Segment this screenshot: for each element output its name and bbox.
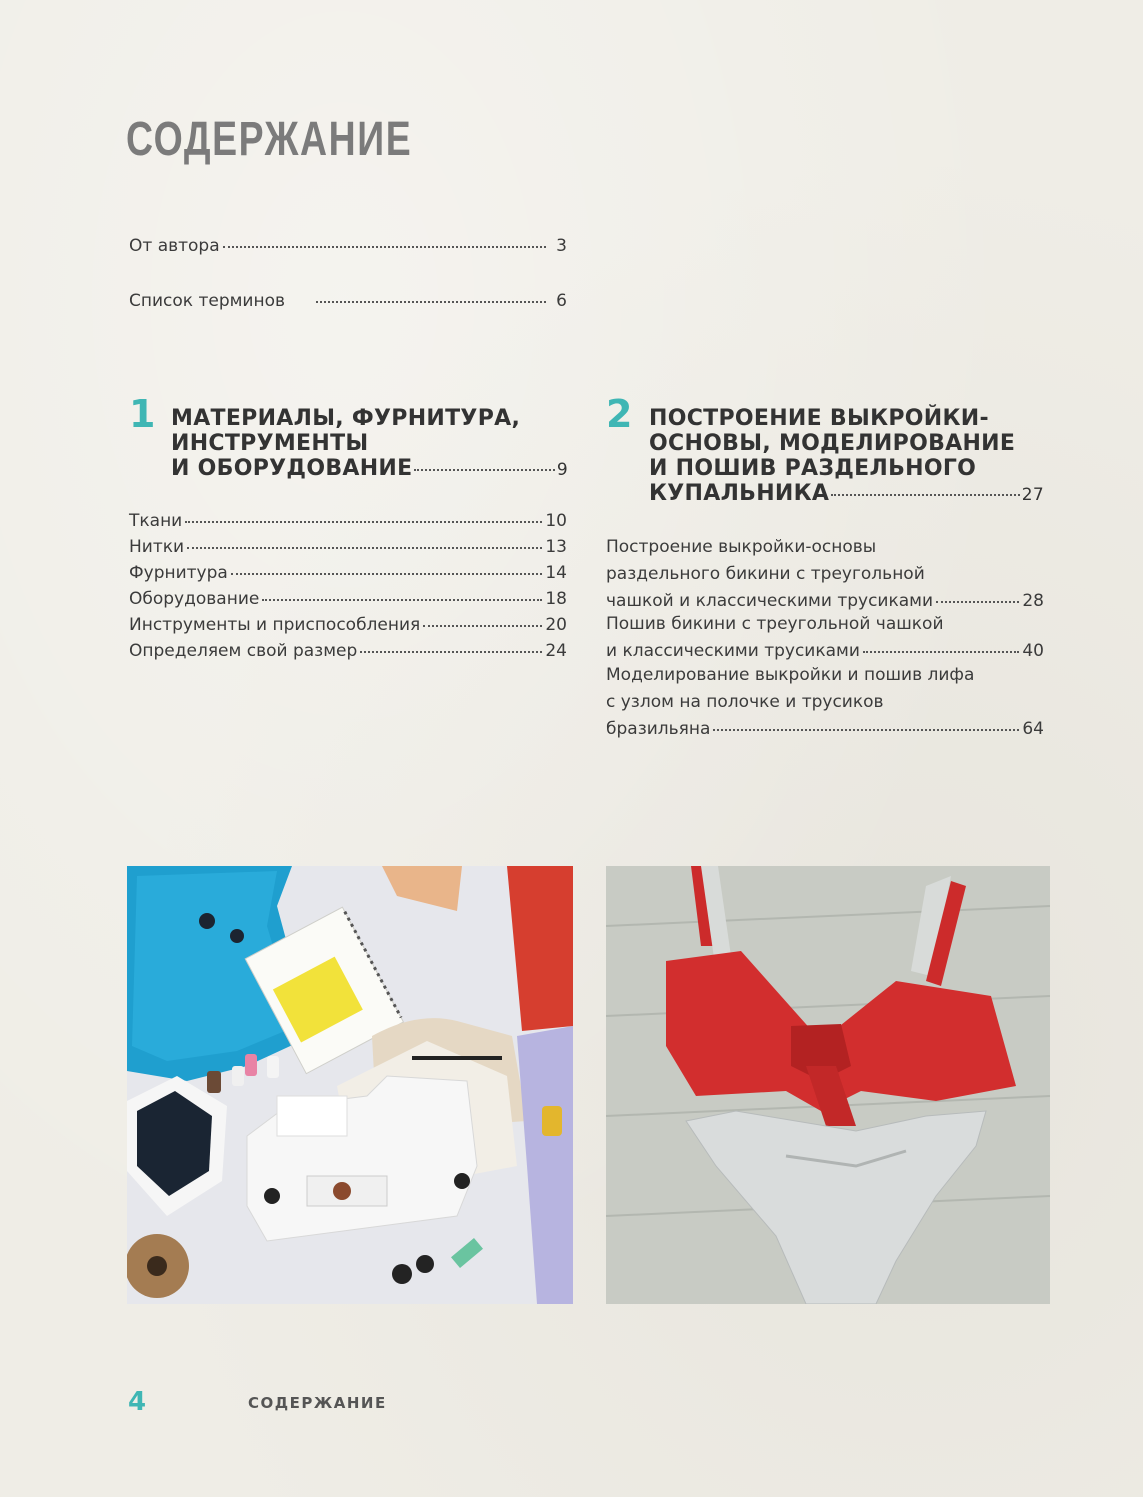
toc-entry-page: 10 [545,511,567,531]
toc-entry[interactable] [129,511,567,531]
bikini-photo [606,866,1050,1304]
dot-leader [231,573,543,575]
chapter-title-line: МАТЕРИАЛЫ, ФУРНИТУРА, [171,406,521,431]
toc-entry-page: 3 [556,236,567,256]
chapter-title[interactable] [649,406,1044,508]
dot-leader [863,651,1019,653]
toc-entry[interactable] [129,537,567,557]
toc-entry[interactable] [129,641,567,661]
toc-entry-page: 24 [545,641,567,661]
chapter-title-line: И ПОШИВ РАЗДЕЛЬНОГО [649,456,977,481]
toc-entry-line: бразильяна [606,719,711,739]
toc-entry[interactable] [606,662,1044,743]
dot-leader [187,547,542,549]
chapter-title-line: ПОСТРОЕНИЕ ВЫКРОЙКИ- [649,406,989,431]
toc-entry-author[interactable] [129,236,567,256]
toc-entry-page: 40 [1022,641,1044,661]
chapter-page: 27 [1021,485,1044,505]
toc-entry[interactable] [129,615,567,635]
toc-entry-page: 28 [1022,591,1044,611]
dot-leader [831,494,1020,496]
toc-entry-label: Определяем свой размер [129,641,358,661]
chapter-title-line: ОСНОВЫ, МОДЕЛИРОВАНИЕ [649,431,1016,456]
dot-leader [262,599,542,601]
toc-entry-terms[interactable] [129,291,567,311]
toc-entry[interactable] [129,563,567,583]
toc-entry-page: 6 [556,291,567,311]
running-header: СОДЕРЖАНИЕ [248,1394,387,1412]
toc-entry-page: 14 [545,563,567,583]
chapter-title[interactable] [171,406,568,483]
chapter-title-line: И ОБОРУДОВАНИЕ [171,456,413,481]
toc-entry-label: Фурнитура [129,563,228,583]
dot-leader [223,246,546,248]
chapter-title-line: КУПАЛЬНИКА [649,481,830,506]
page-title: СОДЕРЖАНИЕ [126,113,413,166]
toc-entry-line: чашкой и классическими трусиками [606,591,934,611]
sewing-workspace-illustration [127,866,573,1304]
dot-leader [713,729,1019,731]
chapter-title-line: ИНСТРУМЕНТЫ [171,431,369,456]
toc-entry-line: Пошив бикини с треугольной чашкой [606,614,944,634]
chapter-page: 9 [556,460,568,480]
sewing-workspace-photo [127,866,573,1304]
toc-entry-label: Оборудование [129,589,260,609]
dot-leader [316,301,546,303]
dot-leader [185,521,542,523]
toc-entry[interactable] [606,534,1044,615]
toc-entry-line: Построение выкройки-основы [606,537,877,557]
dot-leader [423,625,542,627]
dot-leader [414,469,554,471]
toc-entry-label: Список терминов [129,291,286,311]
bikini-illustration [606,866,1050,1304]
toc-entry-label: Ткани [129,511,183,531]
chapter-number: 1 [129,392,156,436]
toc-entry-label: Инструменты и приспособления [129,615,421,635]
toc-entry-page: 20 [545,615,567,635]
toc-entry-page: 18 [545,589,567,609]
chapter-number: 2 [606,392,633,436]
dot-leader [360,651,542,653]
toc-entry-page: 13 [545,537,567,557]
toc-entry-label: Нитки [129,537,185,557]
toc-entry[interactable] [129,589,567,609]
toc-entry-line: Моделирование выкройки и пошив лифа [606,665,975,685]
toc-entry-line: раздельного бикини с треугольной [606,564,925,584]
page-number: 4 [128,1387,147,1417]
toc-entry-line: с узлом на полочке и трусиков [606,692,884,712]
toc-entry-label: От автора [129,236,220,256]
toc-entry-line: и классическими трусиками [606,641,860,661]
dot-leader [936,601,1019,603]
toc-entry-page: 64 [1022,719,1044,739]
toc-entry[interactable] [606,611,1044,665]
